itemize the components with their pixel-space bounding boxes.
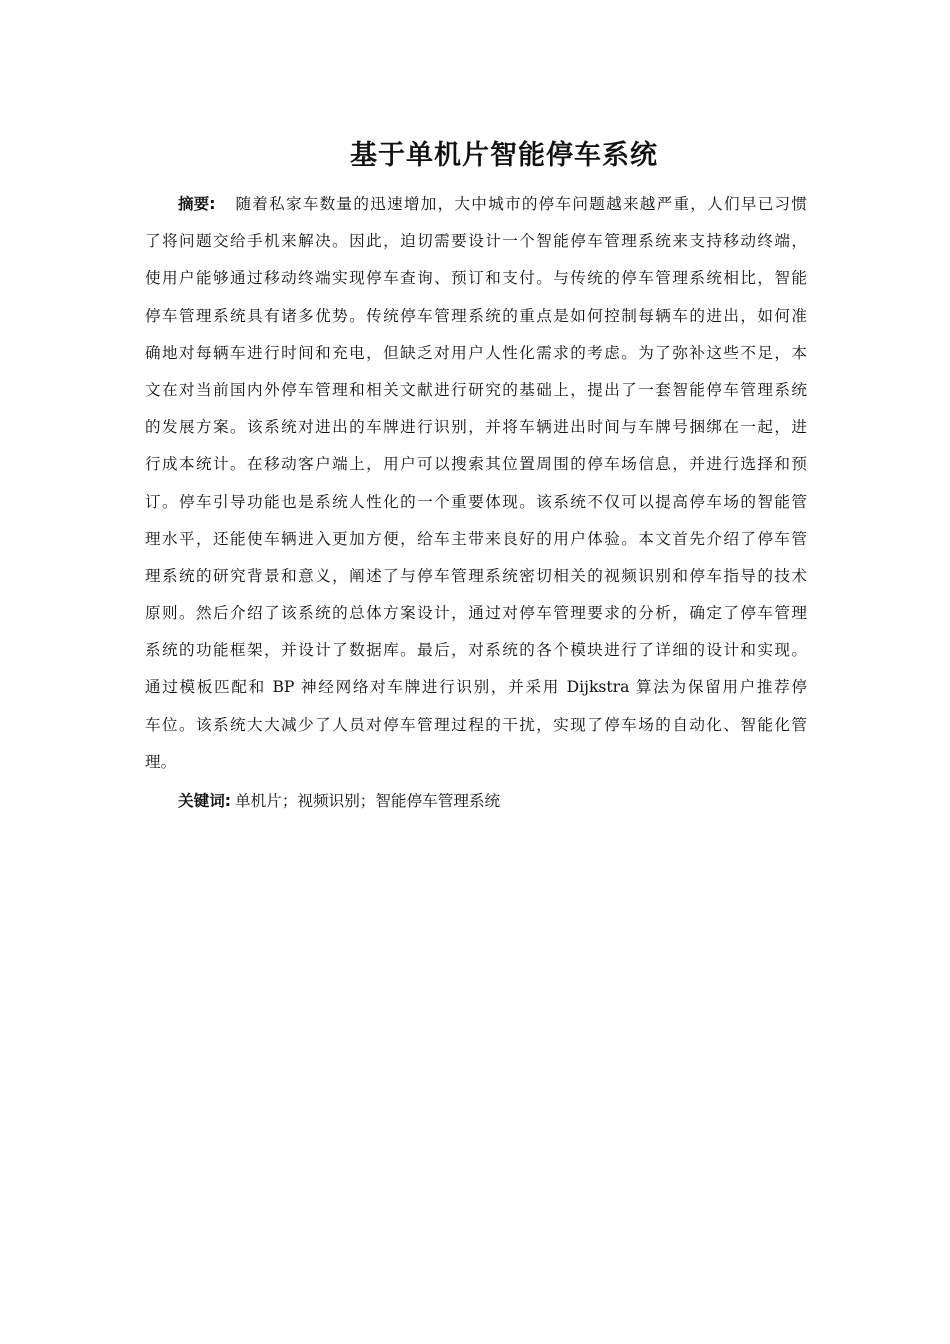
abstract-line xyxy=(145,489,807,526)
abstract-line-text: 确地对每辆车进行时间和充电，但缺乏对用户人性化需求的考虑。为了弥补这些不足，本 xyxy=(145,343,807,362)
abstract-line-text: 行成本统计。在移动客户端上，用户可以搜索其位置周围的停车场信息，并进行选择和预 xyxy=(145,455,807,474)
abstract-line xyxy=(145,600,807,637)
abstract-line-text: 停车管理系统具有诸多优势。传统停车管理系统的重点是如何控制每辆车的进出，如何准 xyxy=(145,306,807,325)
abstract-line-text: 系统的功能框架，并设计了数据库。最后，对系统的各个模块进行了详细的设计和实现。 xyxy=(145,641,807,660)
abstract-line xyxy=(145,191,807,228)
abstract-block xyxy=(145,191,807,786)
abstract-line-text: 文在对当前国内外停车管理和相关文献进行研究的基础上，提出了一套智能停车管理系统 xyxy=(145,380,807,399)
abstract-line xyxy=(145,414,807,451)
abstract-line xyxy=(145,340,807,377)
abstract-line-text: 使用户能够通过移动终端实现停车查询、预订和支付。与传统的停车管理系统相比，智能 xyxy=(145,269,807,288)
abstract-line xyxy=(145,749,807,786)
abstract-line-text: 了将问题交给手机来解决。因此，迫切需要设计一个智能停车管理系统来支持移动终端， xyxy=(145,232,807,251)
paper-title: 基于单机片智能停车系统 xyxy=(350,140,658,171)
abstract-line xyxy=(145,228,807,265)
abstract-line-text: 订。停车引导功能也是系统人性化的一个重要体现。该系统不仅可以提高停车场的智能管 xyxy=(145,492,807,511)
abstract-line xyxy=(145,303,807,340)
abstract-line xyxy=(145,265,807,302)
abstract-line-text: 随着私家车数量的迅速增加，大中城市的停车问题越来越严重，人们早已习惯 xyxy=(235,195,807,213)
abstract-line-text: 原则。然后介绍了该系统的总体方案设计，通过对停车管理要求的分析，确定了停车管理 xyxy=(145,604,807,623)
abstract-line-text: 理系统的研究背景和意义，阐述了与停车管理系统密切相关的视频识别和停车指导的技术 xyxy=(145,566,807,585)
abstract-line-text: 的发展方案。该系统对进出的车牌进行识别，并将车辆进出时间与车牌号捆绑在一起，进 xyxy=(145,418,807,437)
abstract-label: 摘要: xyxy=(178,195,216,213)
abstract-line-text: 通过模板匹配和 BP 神经网络对车牌进行识别，并采用 Dijkstra 算法为保留用户推荐停 xyxy=(145,678,807,697)
abstract-line xyxy=(145,563,807,600)
keywords-line xyxy=(178,788,500,814)
abstract-line xyxy=(145,526,807,563)
abstract-line xyxy=(145,451,807,488)
abstract-line xyxy=(145,637,807,674)
keywords-text: 单机片；视频识别；智能停车管理系统 xyxy=(235,792,501,810)
abstract-line xyxy=(145,377,807,414)
abstract-line-text: 理。 xyxy=(145,752,177,771)
keywords-label: 关键词: xyxy=(178,792,232,810)
abstract-line xyxy=(145,712,807,749)
abstract-line-text: 理水平，还能使车辆进入更加方便，给车主带来良好的用户体验。本文首先介绍了停车管 xyxy=(145,529,807,548)
abstract-line xyxy=(145,674,807,711)
abstract-line-text: 车位。该系统大大减少了人员对停车管理过程的干扰，实现了停车场的自动化、智能化管 xyxy=(145,715,807,734)
